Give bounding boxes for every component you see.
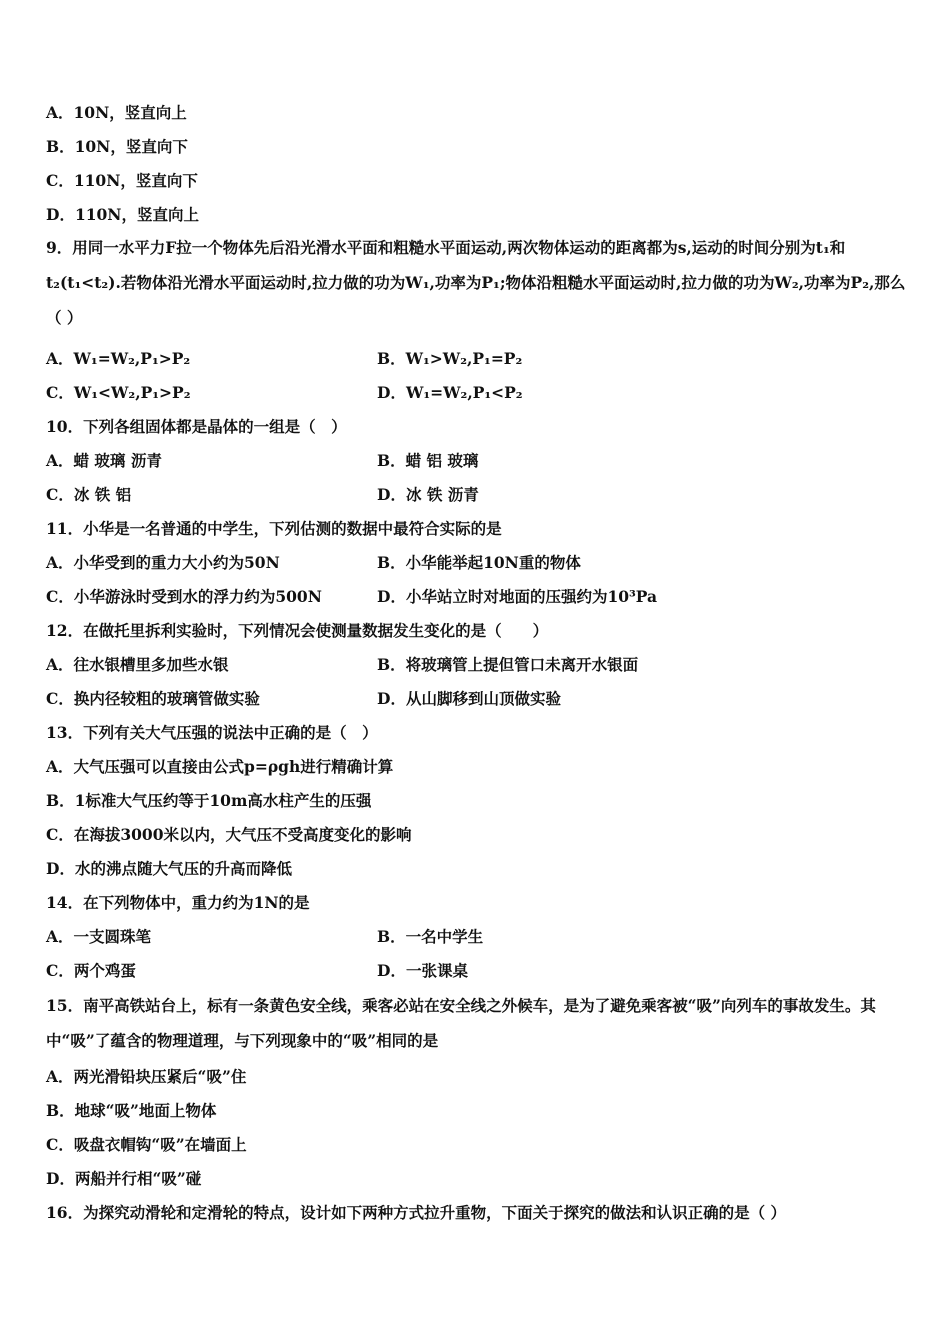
q15-option-b: B．地球“吸”地面上物体 bbox=[46, 1101, 217, 1120]
q8-option-b: B．10N，竖直向下 bbox=[46, 137, 188, 156]
q11-option-d: D．小华站立时对地面的压强约为10³Pa bbox=[377, 587, 658, 606]
q10-option-b: B．蜡 铝 玻璃 bbox=[377, 451, 479, 470]
q9-option-c: C．W₁<W₂,P₁>P₂ bbox=[46, 383, 191, 402]
q11-option-a: A．小华受到的重力大小约为50N bbox=[46, 553, 280, 572]
q15-option-a: A．两光滑铅块压紧后“吸”住 bbox=[46, 1067, 247, 1086]
q13-option-c: C．在海拔3000米以内，大气压不受高度变化的影响 bbox=[46, 825, 412, 844]
q12-option-a: A．往水银槽里多加些水银 bbox=[46, 655, 229, 674]
q15-option-c: C．吸盘衣帽钩“吸”在墙面上 bbox=[46, 1135, 247, 1154]
q16-stem: 16．为探究动滑轮和定滑轮的特点，设计如下两种方式拉升重物，下面关于探究的做法和认识正确的是（ ） bbox=[46, 1203, 786, 1222]
q8-option-c: C．110N，竖直向下 bbox=[46, 171, 198, 190]
q11-stem: 11．小华是一名普通的中学生，下列估测的数据中最符合实际的是 bbox=[46, 519, 502, 538]
q12-option-c: C．换内径较粗的玻璃管做实验 bbox=[46, 689, 260, 708]
q13-option-d: D．水的沸点随大气压的升高而降低 bbox=[46, 859, 292, 878]
q14-option-a: A．一支圆珠笔 bbox=[46, 927, 152, 946]
q14-stem: 14．在下列物体中，重力约为1N的是 bbox=[46, 893, 310, 912]
q9-option-a: A．W₁=W₂,P₁>P₂ bbox=[46, 349, 191, 368]
q12-option-d: D．从山脚移到山顶做实验 bbox=[377, 689, 561, 708]
q12-stem: 12．在做托里拆利实验时，下列情况会使测量数据发生变化的是（ ） bbox=[46, 621, 549, 640]
q14-option-c: C．两个鸡蛋 bbox=[46, 961, 136, 980]
q12-option-b: B．将玻璃管上提但管口未离开水银面 bbox=[377, 655, 639, 674]
q15-option-d: D．两船并行相“吸”碰 bbox=[46, 1169, 202, 1188]
q9-stem: 9．用同一水平力F拉一个物体先后沿光滑水平面和粗糙水平面运动,两次物体运动的距离都为s,运动的时间分别为t₁和t₂(t₁<t₂).若物体沿光滑水平面运动时,拉力做的功为W₁,功率为P₁;物体沿粗糙水平面运动时,拉力做的功为W₂,功率为P₂,那么（ ） bbox=[46, 238, 906, 327]
q8-option-a: A．10N，竖直向上 bbox=[46, 103, 187, 122]
q10-option-c: C．冰 铁 铝 bbox=[46, 485, 132, 504]
q10-option-a: A．蜡 玻璃 沥青 bbox=[46, 451, 162, 470]
q10-option-d: D．冰 铁 沥青 bbox=[377, 485, 479, 504]
q13-option-a: A．大气压强可以直接由公式p=ρgh进行精确计算 bbox=[46, 757, 394, 776]
q13-stem: 13．下列有关大气压强的说法中正确的是（ ） bbox=[46, 723, 378, 742]
q14-option-d: D．一张课桌 bbox=[377, 961, 468, 980]
q13-option-b: B．1标准大气压约等于10m高水柱产生的压强 bbox=[46, 791, 372, 810]
q15-stem: 15．南平高铁站台上，标有一条黄色安全线，乘客必站在安全线之外候车，是为了避免乘客被“吸”向列车的事故发生。其中“吸”了蕴含的物理道理，与下列现象中的“吸”相同的是 bbox=[46, 996, 876, 1050]
q9-option-b: B．W₁>W₂,P₁=P₂ bbox=[377, 349, 523, 368]
q11-option-c: C．小华游泳时受到水的浮力约为500N bbox=[46, 587, 322, 606]
q9-option-d: D．W₁=W₂,P₁<P₂ bbox=[377, 383, 523, 402]
q8-option-d: D．110N，竖直向上 bbox=[46, 205, 199, 224]
q14-option-b: B．一名中学生 bbox=[377, 927, 484, 946]
q10-stem: 10．下列各组固体都是晶体的一组是（ ） bbox=[46, 417, 347, 436]
q11-option-b: B．小华能举起10N重的物体 bbox=[377, 553, 581, 572]
